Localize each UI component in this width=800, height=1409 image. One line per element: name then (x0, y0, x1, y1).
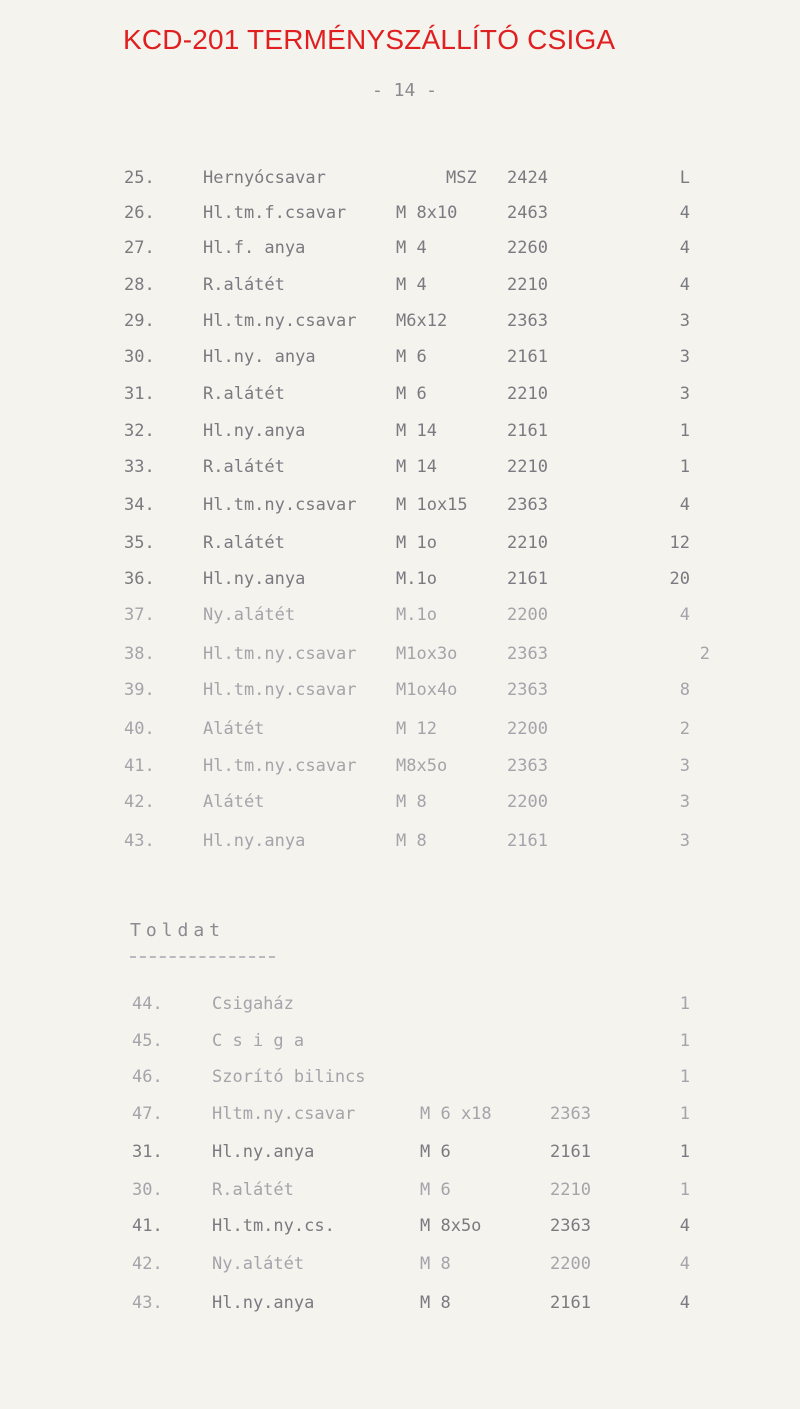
part-name: C s i g a (212, 1031, 305, 1051)
part-quantity: 4 (679, 238, 690, 258)
part-size: M1ox4o (396, 680, 458, 700)
part-quantity: 1 (679, 1067, 690, 1087)
part-number: 28. (124, 275, 155, 295)
part-size: M6x12 (396, 311, 448, 331)
part-name: R.alátét (212, 1180, 294, 1200)
part-standard: 2424 (507, 168, 548, 188)
part-quantity: 3 (679, 347, 690, 367)
part-size: M 6 (420, 1180, 451, 1200)
part-size: M 14 (396, 421, 437, 441)
page-number: - 14 - (372, 80, 438, 101)
part-number: 46. (132, 1067, 163, 1087)
part-number: 26. (124, 203, 155, 223)
part-name: Hl.ny.anya (203, 831, 306, 851)
table-row (0, 680, 800, 714)
part-size: M 4 (396, 275, 427, 295)
part-number: 43. (132, 1293, 163, 1313)
table-row (0, 1293, 800, 1327)
part-standard: 2463 (507, 203, 548, 223)
part-size: M 14 (396, 457, 437, 477)
part-number: 33. (124, 457, 155, 477)
part-quantity: 4 (679, 203, 690, 223)
part-name: Hl.ny.anya (203, 421, 306, 441)
part-name: Ny.alátét (203, 605, 296, 625)
part-number: 37. (124, 605, 155, 625)
part-size: M8x5o (396, 756, 448, 776)
part-standard: 2260 (507, 238, 548, 258)
table-row (0, 533, 800, 567)
table-row (0, 569, 800, 603)
table-row (0, 1067, 800, 1101)
part-quantity: 1 (679, 457, 690, 477)
part-size: MSZ (446, 168, 477, 188)
part-quantity: 1 (679, 421, 690, 441)
part-quantity: 4 (679, 275, 690, 295)
part-standard: 2363 (507, 680, 548, 700)
table-row (0, 384, 800, 418)
part-name: Hl.ny.anya (212, 1142, 315, 1162)
part-number: 30. (124, 347, 155, 367)
part-number: 39. (124, 680, 155, 700)
part-number: 36. (124, 569, 155, 589)
part-standard: 2210 (507, 457, 548, 477)
part-quantity: 4 (679, 1216, 690, 1236)
part-standard: 2363 (507, 311, 548, 331)
part-standard: 2210 (550, 1180, 591, 1200)
part-standard: 2363 (550, 1216, 591, 1236)
part-quantity: 1 (679, 1031, 690, 1051)
table-row (0, 347, 800, 381)
part-quantity: 12 (669, 533, 690, 553)
part-standard: 2363 (507, 495, 548, 515)
table-row (0, 275, 800, 309)
part-number: 25. (124, 168, 155, 188)
part-size: M 8 (396, 831, 427, 851)
part-standard: 2161 (550, 1293, 591, 1313)
table-row (0, 719, 800, 753)
part-name: Hl.tm.ny.csavar (203, 311, 357, 331)
table-row (0, 168, 800, 202)
supplement-title: Toldat (130, 920, 226, 941)
part-name: Hl.ny.anya (203, 569, 306, 589)
part-size: M 6 (396, 384, 427, 404)
part-size: M 12 (396, 719, 437, 739)
part-quantity: 1 (679, 1180, 690, 1200)
part-standard: 2200 (507, 719, 548, 739)
part-name: Hl.tm.ny.cs. (212, 1216, 335, 1236)
part-standard: 2161 (507, 347, 548, 367)
section-underline (130, 956, 275, 958)
part-name: Hl.tm.f.csavar (203, 203, 347, 223)
table-row (0, 1180, 800, 1214)
part-quantity: 3 (679, 792, 690, 812)
part-quantity: L (679, 168, 690, 188)
part-number: 30. (132, 1180, 163, 1200)
table-row (0, 792, 800, 826)
part-size: M 6 (420, 1142, 451, 1162)
table-row (0, 644, 800, 678)
part-standard: 2200 (550, 1254, 591, 1274)
part-quantity: 1 (679, 994, 690, 1014)
part-quantity: 3 (679, 831, 690, 851)
table-row (0, 1254, 800, 1288)
part-quantity: 20 (669, 569, 690, 589)
part-standard: 2200 (507, 605, 548, 625)
part-name: Szorító bilincs (212, 1067, 366, 1087)
part-name: Alátét (203, 719, 265, 739)
part-size: M 6 x18 (420, 1104, 492, 1124)
part-number: 31. (124, 384, 155, 404)
part-name: R.alátét (203, 384, 285, 404)
part-size: M 8 (420, 1254, 451, 1274)
part-standard: 2363 (550, 1104, 591, 1124)
part-name: Hl.tm.ny.csavar (203, 495, 357, 515)
table-row (0, 831, 800, 865)
part-name: R.alátét (203, 275, 285, 295)
part-standard: 2363 (507, 644, 548, 664)
part-number: 38. (124, 644, 155, 664)
part-quantity: 2 (699, 644, 710, 664)
part-name: Hl.ny.anya (212, 1293, 315, 1313)
part-size: M.1o (396, 605, 437, 625)
part-quantity: 4 (679, 495, 690, 515)
table-row (0, 421, 800, 455)
part-number: 47. (132, 1104, 163, 1124)
part-name: Hl.tm.ny.csavar (203, 756, 357, 776)
part-size: M 6 (396, 347, 427, 367)
part-quantity: 1 (679, 1104, 690, 1124)
part-standard: 2363 (507, 756, 548, 776)
part-size: M 4 (396, 238, 427, 258)
part-number: 45. (132, 1031, 163, 1051)
part-name: Hl.f. anya (203, 238, 306, 258)
part-number: 42. (124, 792, 155, 812)
part-name: Hl.ny. anya (203, 347, 316, 367)
part-standard: 2161 (550, 1142, 591, 1162)
part-quantity: 2 (679, 719, 690, 739)
part-quantity: 1 (679, 1142, 690, 1162)
part-number: 44. (132, 994, 163, 1014)
part-quantity: 3 (679, 311, 690, 331)
table-row (0, 1031, 800, 1065)
part-standard: 2161 (507, 421, 548, 441)
part-number: 42. (132, 1254, 163, 1274)
part-size: M 8 (396, 792, 427, 812)
part-number: 41. (124, 756, 155, 776)
part-size: M.1o (396, 569, 437, 589)
part-quantity: 3 (679, 384, 690, 404)
part-size: M1ox3o (396, 644, 458, 664)
table-row (0, 203, 800, 237)
document-title: KCD-201 TERMÉNYSZÁLLÍTÓ CSIGA (123, 24, 616, 55)
part-size: M 8 (420, 1293, 451, 1313)
table-row (0, 495, 800, 529)
part-number: 41. (132, 1216, 163, 1236)
part-standard: 2200 (507, 792, 548, 812)
table-row (0, 1104, 800, 1138)
part-number: 32. (124, 421, 155, 441)
part-quantity: 4 (679, 605, 690, 625)
part-name: Hl.tm.ny.csavar (203, 680, 357, 700)
part-name: R.alátét (203, 457, 285, 477)
part-size: M 8x10 (396, 203, 458, 223)
table-row (0, 756, 800, 790)
part-quantity: 3 (679, 756, 690, 776)
part-quantity: 4 (679, 1293, 690, 1313)
table-row (0, 994, 800, 1028)
part-number: 35. (124, 533, 155, 553)
part-number: 34. (124, 495, 155, 515)
part-number: 43. (124, 831, 155, 851)
part-name: R.alátét (203, 533, 285, 553)
part-quantity: 8 (679, 680, 690, 700)
table-row (0, 1216, 800, 1250)
part-size: M 1o (396, 533, 437, 553)
part-size: M 1ox15 (396, 495, 468, 515)
part-standard: 2161 (507, 831, 548, 851)
part-number: 27. (124, 238, 155, 258)
part-number: 40. (124, 719, 155, 739)
table-row (0, 1142, 800, 1176)
table-row (0, 605, 800, 639)
part-standard: 2210 (507, 384, 548, 404)
part-name: Alátét (203, 792, 265, 812)
table-row (0, 238, 800, 272)
part-number: 31. (132, 1142, 163, 1162)
part-standard: 2210 (507, 533, 548, 553)
part-name: Ny.alátét (212, 1254, 305, 1274)
part-name: Csigaház (212, 994, 294, 1014)
part-name: Hernyócsavar (203, 168, 326, 188)
part-name: Hltm.ny.csavar (212, 1104, 356, 1124)
part-size: M 8x5o (420, 1216, 482, 1236)
part-number: 29. (124, 311, 155, 331)
part-name: Hl.tm.ny.csavar (203, 644, 357, 664)
table-row (0, 457, 800, 491)
part-standard: 2161 (507, 569, 548, 589)
part-quantity: 4 (679, 1254, 690, 1274)
part-standard: 2210 (507, 275, 548, 295)
table-row (0, 311, 800, 345)
